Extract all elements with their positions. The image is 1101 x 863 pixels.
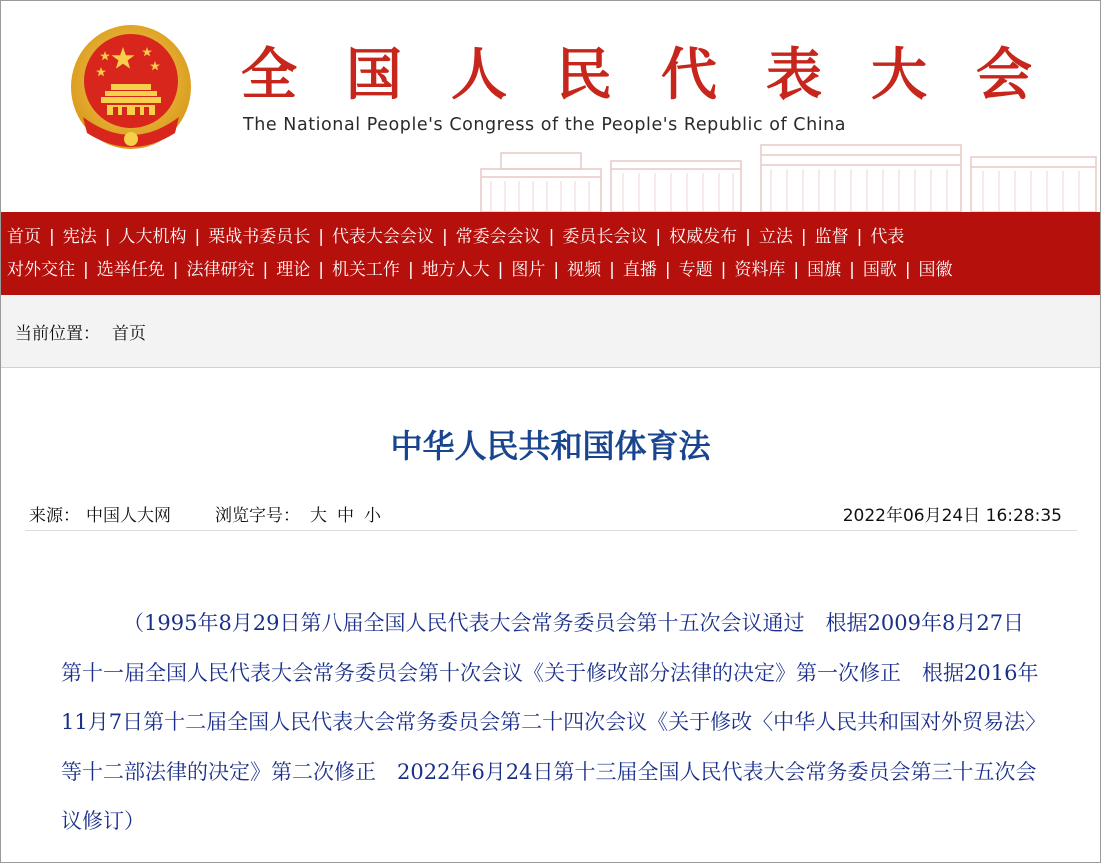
nav-separator: | <box>49 227 55 247</box>
national-emblem-icon[interactable] <box>67 21 195 159</box>
nav-separator: | <box>194 227 201 247</box>
nav-separator: | <box>856 227 863 247</box>
nav-separator: | <box>318 260 324 280</box>
nav-separator: | <box>262 260 269 280</box>
nav-item-live[interactable]: 直播 <box>622 260 657 280</box>
nav-separator: | <box>407 260 414 280</box>
publish-datetime: 2022年06月24日 16:28:35 <box>842 506 1062 526</box>
nav-separator: | <box>172 260 179 280</box>
nav-item-npc-organs[interactable]: 人大机构 <box>118 227 187 247</box>
breadcrumb-home-link[interactable]: 首页 <box>112 324 146 344</box>
font-size-medium-button[interactable]: 中 <box>337 506 354 526</box>
nav-item-foreign-affairs[interactable]: 对外交往 <box>7 260 75 280</box>
nav-item-office-work[interactable]: 机关工作 <box>331 260 400 280</box>
nav-separator: | <box>664 260 671 280</box>
nav-separator: | <box>609 260 615 280</box>
font-size-large-button[interactable]: 大 <box>310 506 327 526</box>
breadcrumb-label: 当前位置： <box>15 324 100 344</box>
nav-separator: | <box>553 260 560 280</box>
nav-item-constitution[interactable]: 宪法 <box>62 227 97 247</box>
breadcrumb-bar <box>1 295 1100 368</box>
breadcrumb <box>15 319 146 344</box>
nav-row-1 <box>7 222 904 252</box>
font-size-small-button[interactable]: 小 <box>364 506 381 526</box>
meta-divider <box>25 530 1077 531</box>
nav-separator: | <box>318 227 324 247</box>
nav-item-local-npc[interactable]: 地方人大 <box>421 260 490 280</box>
nav-item-theory[interactable]: 理论 <box>276 260 311 280</box>
nav-separator: | <box>83 260 89 280</box>
article-body <box>61 599 1039 847</box>
nav-separator: | <box>548 227 555 247</box>
nav-separator: | <box>849 260 855 280</box>
nav-item-videos[interactable]: 视频 <box>567 260 602 280</box>
nav-item-releases[interactable]: 权威发布 <box>669 227 738 247</box>
nav-item-elections[interactable]: 选举任免 <box>96 260 165 280</box>
nav-item-national-emblem[interactable]: 国徽 <box>918 260 953 280</box>
article-preamble: （1995年8月29日第八届全国人民代表大会常务委员会第十五次会议通过 根据2009年8月27日第十一届全国人民代表大会常务委员会第十次会议《关于修改部分法律的决定》第一次修正 根据2016年11月7日第十二届全国人民代表大会常务委员会第二十四次会议《关于修改〈中华人民共和国对外贸易法〉等十二部法律的决定》第二次修正 2022年6月24日第十三届全国人民代表大会常务委员会第三十五次会议修订） <box>61 611 1039 833</box>
article-meta <box>29 501 381 526</box>
nav-separator: | <box>800 227 807 247</box>
nav-separator: | <box>745 227 751 247</box>
great-hall-icon <box>471 139 1100 212</box>
nav-item-national-anthem[interactable]: 国歌 <box>862 260 897 280</box>
nav-item-supervision[interactable]: 监督 <box>814 227 849 247</box>
nav-item-legal-research[interactable]: 法律研究 <box>186 260 255 280</box>
nav-item-chairpersons-meeting[interactable]: 委员长会议 <box>562 227 648 247</box>
nav-item-deputies[interactable]: 代表 <box>870 227 905 247</box>
nav-separator: | <box>904 260 911 280</box>
nav-item-congress-sessions[interactable]: 代表大会会议 <box>331 227 434 247</box>
article-title: 中华人民共和国体育法 <box>390 427 711 465</box>
nav-separator: | <box>793 260 800 280</box>
nav-item-national-flag[interactable]: 国旗 <box>807 260 842 280</box>
nav-item-database[interactable]: 资料库 <box>734 260 786 280</box>
font-size-label: 浏览字号： <box>215 506 300 526</box>
site-subtitle: The National People's Congress of the People's Republic of China <box>243 115 847 135</box>
main-nav <box>1 212 1100 295</box>
nav-separator: | <box>720 260 727 280</box>
source-label: 来源： <box>29 506 80 526</box>
nav-separator: | <box>441 227 448 247</box>
nav-item-topics[interactable]: 专题 <box>678 260 713 280</box>
nav-separator: | <box>497 260 504 280</box>
nav-separator: | <box>104 227 111 247</box>
nav-item-standing-committee[interactable]: 常委会会议 <box>455 227 541 247</box>
nav-item-legislation[interactable]: 立法 <box>758 227 793 247</box>
nav-item-photos[interactable]: 图片 <box>511 260 546 280</box>
nav-item-home[interactable]: 首页 <box>7 227 41 247</box>
site-title: 全国人民代表大会 <box>241 43 1081 108</box>
source-value: 中国人大网 <box>86 506 171 526</box>
site-header <box>1 1 1100 212</box>
nav-row-2 <box>7 255 953 285</box>
nav-separator: | <box>655 227 662 247</box>
nav-item-chairman[interactable]: 栗战书委员长 <box>208 227 311 247</box>
